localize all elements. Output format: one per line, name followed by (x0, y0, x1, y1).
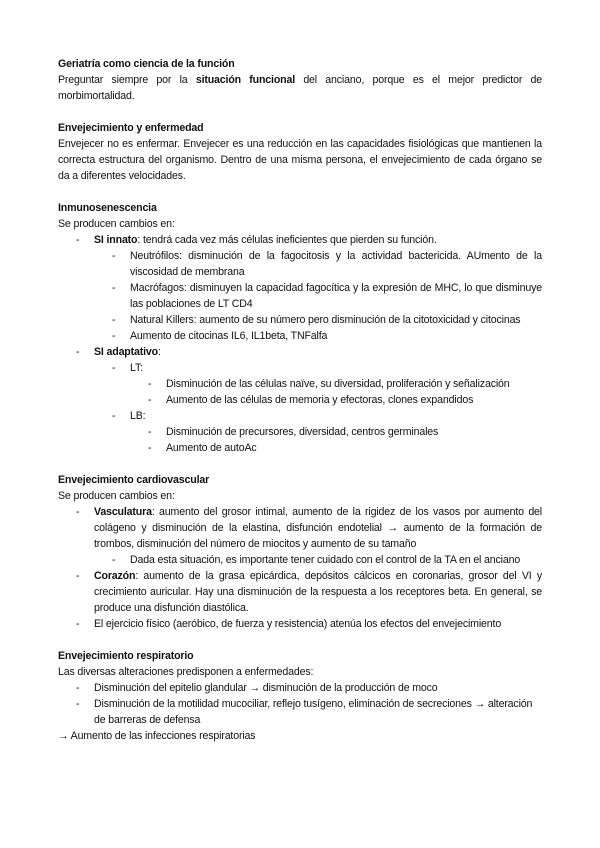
document-content (58, 56, 542, 760)
bullet-dash: - (112, 410, 116, 422)
bullet-dash: - (76, 682, 80, 694)
bullet-dash: - (76, 346, 80, 358)
section-respiratorio (58, 648, 542, 744)
bold-text: SI adaptativo (94, 346, 158, 358)
bullet-dash: - (148, 378, 152, 390)
bullet-dash: - (112, 250, 116, 262)
text: Disminución de precursores, diversidad, centros germinales (166, 426, 439, 438)
bullet-dash: - (112, 314, 116, 326)
paragraph: Envejecer no es enfermar. Envejecer es una reducción en las capacidades fisiológicas que mantienen la correcta estructura del organismo. Dentro de una misma persona, el envejecimiento de cada órgano se da a diferentes velocidades. (58, 138, 542, 182)
bold-text: Vasculatura (94, 506, 152, 518)
bold-text: situación funcional (195, 74, 296, 86)
text: Neutrófilos: disminución de la fagocitosis y la actividad bactericida. AUmento de la viscosidad de membrana (130, 250, 542, 278)
text: Dada esta situación, es importante tener cuidado con el control de la TA en el anciano (130, 554, 521, 566)
bullet-dash: - (76, 570, 80, 582)
bullet-dash: - (76, 698, 80, 710)
text: El ejercicio físico (aeróbico, de fuerza y resistencia) atenúa los efectos del envejecimiento (94, 618, 502, 630)
bullet-dash: - (112, 282, 116, 294)
list-item (58, 232, 542, 248)
bold-text: SI innato (94, 234, 138, 246)
section-title: Envejecimiento y enfermedad (58, 122, 204, 134)
text: Aumento de las células de memoria y efectoras, clones expandidos (166, 394, 474, 406)
section-envejecimiento (58, 120, 542, 184)
intro-text: Las diversas alteraciones predisponen a enfermedades: (58, 666, 314, 678)
text: Disminución de las células naïve, su diversidad, proliferación y señalización (166, 378, 510, 390)
list-item (58, 424, 542, 440)
list-item (58, 344, 542, 360)
list-item (58, 552, 542, 568)
list-item (58, 568, 542, 616)
section-inmunosenescencia (58, 200, 542, 456)
list-item (58, 696, 542, 728)
section-title: Envejecimiento respiratorio (58, 650, 194, 662)
intro-text: Se producen cambios en: (58, 490, 175, 502)
text: Macrófagos: disminuyen la capacidad fagocítica y la expresión de MHC, lo que disminuye las poblaciones de LT CD4 (130, 282, 542, 310)
list-item (58, 360, 542, 376)
text: LB: (130, 410, 146, 422)
list-item (58, 440, 542, 456)
bullet-dash: - (148, 442, 152, 454)
text: del anciano, porque es el mejor predictor de morbimortalidad. (58, 74, 542, 102)
list-item (58, 328, 542, 344)
list-item (58, 376, 542, 392)
paragraph (58, 72, 542, 104)
list-item (58, 248, 542, 280)
section-cardiovascular (58, 472, 542, 632)
bullet-dash: - (148, 426, 152, 438)
text: LT: (130, 362, 143, 374)
text: Preguntar siempre por la (58, 74, 196, 86)
bullet-dash: - (112, 362, 116, 374)
list-item (58, 616, 542, 632)
section-geriatria (58, 56, 542, 104)
text: : aumento de la grasa epicárdica, depósitos cálcicos en coronarias, grosor del VI y crecimiento auricular. Hay una disminución de la respuesta a los receptores beta. En general, se produce una disfunción diastólica. (94, 570, 542, 614)
list-item (58, 504, 542, 552)
section-title: Envejecimiento cardiovascular (58, 474, 210, 486)
bold-text: Corazón (94, 570, 136, 582)
text: Disminución de la motilidad mucociliar, reflejo tusígeno, eliminación de secreciones → alteración de barreras de defensa (94, 698, 533, 726)
bullet-dash: - (76, 618, 80, 630)
bullet-dash: - (112, 554, 116, 566)
bullet-dash: - (112, 330, 116, 342)
bullet-dash: - (76, 506, 80, 518)
list-item (58, 392, 542, 408)
list-item (58, 408, 542, 424)
list-item (58, 680, 542, 696)
text: : aumento del grosor intimal, aumento de la rigidez de los vasos por aumento del colágeno y disminución de la elastina, disfunción endotelial → aumento de la formación de trombos, disminución del número de miocitos y aumento de su tamaño (94, 506, 542, 550)
bullet-dash: - (148, 394, 152, 406)
section-title: Geriatría como ciencia de la función (58, 58, 235, 70)
text: Natural Killers: aumento de su número pero disminución de la citotoxicidad y citocinas (130, 314, 521, 326)
text: : tendrá cada vez más células ineficientes que pierden su función. (137, 234, 437, 246)
list-item (58, 280, 542, 312)
conclusion-text: → Aumento de las infecciones respiratorias (58, 730, 256, 742)
text: Aumento de citocinas IL6, IL1beta, TNFalfa (130, 330, 328, 342)
intro-text: Se producen cambios en: (58, 218, 175, 230)
section-title: Inmunosenescencia (58, 202, 157, 214)
text: Aumento de autoAc (166, 442, 257, 454)
list-item (58, 312, 542, 328)
text: : (157, 346, 161, 358)
text: Disminución del epitelio glandular → disminución de la producción de moco (94, 682, 438, 694)
bullet-dash: - (76, 234, 80, 246)
